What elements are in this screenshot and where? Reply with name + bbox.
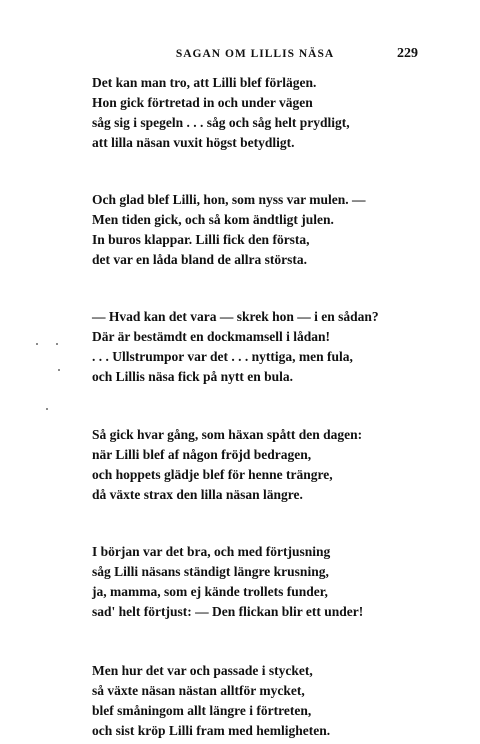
verse-line: . . . Ullstrumpor var det . . . nyttiga, men fula, [92,349,353,364]
verse-line: I början var det bra, och med förtjusning [92,544,331,559]
verse-line: och sist kröp Lilli fram med hemligheten. [92,723,331,738]
verse-line: sad' helt förtjust: — Den flickan blir ett under! [92,604,364,619]
stanza-5 [92,542,432,622]
running-title: SAGAN OM LILLIS NÄSA [175,48,335,60]
verse-line: Hon gick förtretad in och under vägen [92,95,313,110]
verse-line: — Hvad kan det vara — skrek hon — i en sådan? [92,309,379,324]
print-speck [58,369,60,371]
stanza-1 [92,73,432,153]
print-speck [46,408,48,410]
verse-line: Det kan man tro, att Lilli blef förlägen. [92,75,317,90]
verse-line: Där är bestämdt en dockmamsell i lådan! [92,329,331,344]
verse-line: blef småningom allt längre i förtreten, [92,703,312,718]
verse-line: såg sig i spegeln . . . såg och såg helt prydligt, [92,115,350,130]
verse-line: och hoppets glädje blef för henne trängre, [92,467,333,482]
stanza-6 [92,661,432,741]
running-head [92,45,418,65]
stanza-4 [92,425,432,505]
verse-line: Och glad blef Lilli, hon, som nyss var mulen. — [92,192,366,207]
verse-line: Men tiden gick, och så kom ändtligt julen. [92,212,334,227]
stanza-2 [92,190,432,270]
poem-body [92,73,432,741]
page-number: 229 [397,46,418,61]
verse-line: det var en låda bland de allra största. [92,252,308,267]
verse-line: så växte näsan nästan alltför mycket, [92,683,305,698]
verse-line: och Lillis näsa fick på nytt en bula. [92,369,294,384]
print-speck [56,343,58,345]
stanza-3 [92,307,432,387]
verse-line: att lilla näsan vuxit högst betydligt. [92,135,295,150]
verse-line: när Lilli blef af någon fröjd bedragen, [92,447,312,462]
print-speck [36,343,38,345]
verse-line: Men hur det var och passade i stycket, [92,663,313,678]
verse-line: In buros klappar. Lilli fick den första, [92,232,310,247]
verse-line: Så gick hvar gång, som häxan spått den dagen: [92,427,363,442]
verse-line: ja, mamma, som ej kände trollets funder, [92,584,328,599]
verse-line: såg Lilli näsans ständigt längre krusning, [92,564,329,579]
verse-line: då växte strax den lilla näsan längre. [92,487,303,502]
